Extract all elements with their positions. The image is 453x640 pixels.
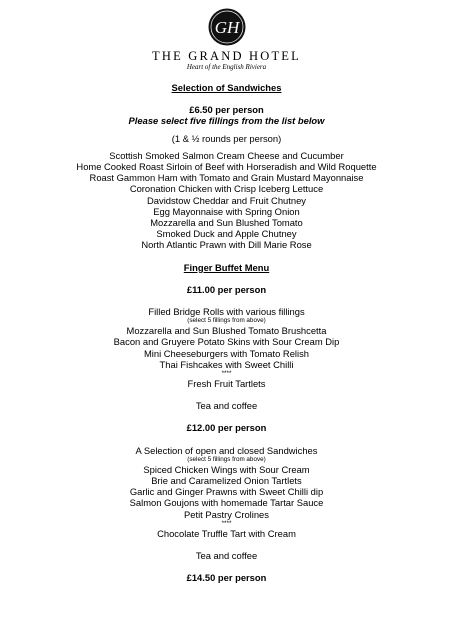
sandwiches-price: £6.50 per person (189, 104, 264, 116)
filling-item: Coronation Chicken with Crisp Iceberg Lettuce (129, 183, 324, 195)
menu1-item: Mini Cheeseburgers with Tomato Relish (143, 347, 309, 359)
hotel-logo (0, 6, 453, 72)
filling-item: Roast Gammon Ham with Tomato and Grain Mustard Mayonnaise (89, 172, 364, 184)
menu1-price: £11.00 per person (186, 283, 267, 295)
filling-item: Mozzarella and Sun Blushed Tomato (150, 217, 303, 229)
filling-item: North Atlantic Prawn with Dill Marie Rose (141, 239, 312, 251)
menu2-item: Tea and coffee (195, 550, 258, 562)
menu2-item: Chocolate Truffle Tart with Cream (157, 527, 296, 539)
filling-item: Egg Mayonnaise with Spring Onion (153, 205, 300, 217)
filling-item: Smoked Duck and Apple Chutney (156, 228, 297, 240)
sandwiches-title: Selection of Sandwiches (171, 82, 282, 93)
brand-tagline: Heart of the English Riviera (186, 63, 267, 71)
menu1-item: Thai Fishcakes with Sweet Chilli (159, 358, 294, 370)
sandwiches-instruction: Please select five fillings from the list below (128, 115, 325, 127)
menu1-item: Fresh Fruit Tartlets (187, 378, 266, 390)
finger-buffet-title: Finger Buffet Menu (183, 261, 270, 273)
sandwiches-rounds: (1 & ½ rounds per person) (171, 132, 282, 144)
menu2-item: Salmon Goujons with homemade Tartar Sauce (129, 497, 324, 509)
filling-item: Davidstow Cheddar and Fruit Chutney (147, 194, 306, 206)
monogram-emblem (206, 6, 248, 48)
filling-item: Home Cooked Roast Sirloin of Beef with Horseradish and Wild Roquette (76, 161, 377, 173)
menu2-item: A Selection of open and closed Sandwiches (135, 444, 318, 456)
monogram-text: GH (214, 18, 239, 37)
menu2-note: (select 5 fillings from above) (187, 455, 266, 463)
menu2-item: Spiced Chicken Wings with Sour Cream (143, 463, 310, 475)
menu1-item: Bacon and Gruyere Potato Skins with Sour Cream Dip (113, 336, 340, 348)
brand-name: THE GRAND HOTEL (152, 49, 301, 63)
filling-item: Scottish Smoked Salmon Cream Cheese and Cucumber (109, 149, 344, 161)
menu3-price: £14.50 per person (186, 572, 267, 584)
menu-content (0, 82, 453, 584)
menu2-item: Petit Pastry Crolines (184, 508, 269, 520)
menu1-item: Tea and coffee (195, 400, 258, 412)
menu2-item: Brie and Caramelized Onion Tartlets (151, 475, 302, 487)
menu1-separator: **** (221, 370, 232, 378)
menu2-separator: **** (221, 519, 232, 527)
menu1-item: Mozzarella and Sun Blushed Tomato Brushcetta (126, 325, 327, 337)
menu2-item: Garlic and Ginger Prawns with Sweet Chilli dip (129, 486, 324, 498)
menu2-price: £12.00 per person (186, 422, 267, 434)
menu1-note: (select 5 fillings from above) (187, 317, 266, 325)
menu1-item: Filled Bridge Rolls with various fillings (148, 306, 305, 318)
